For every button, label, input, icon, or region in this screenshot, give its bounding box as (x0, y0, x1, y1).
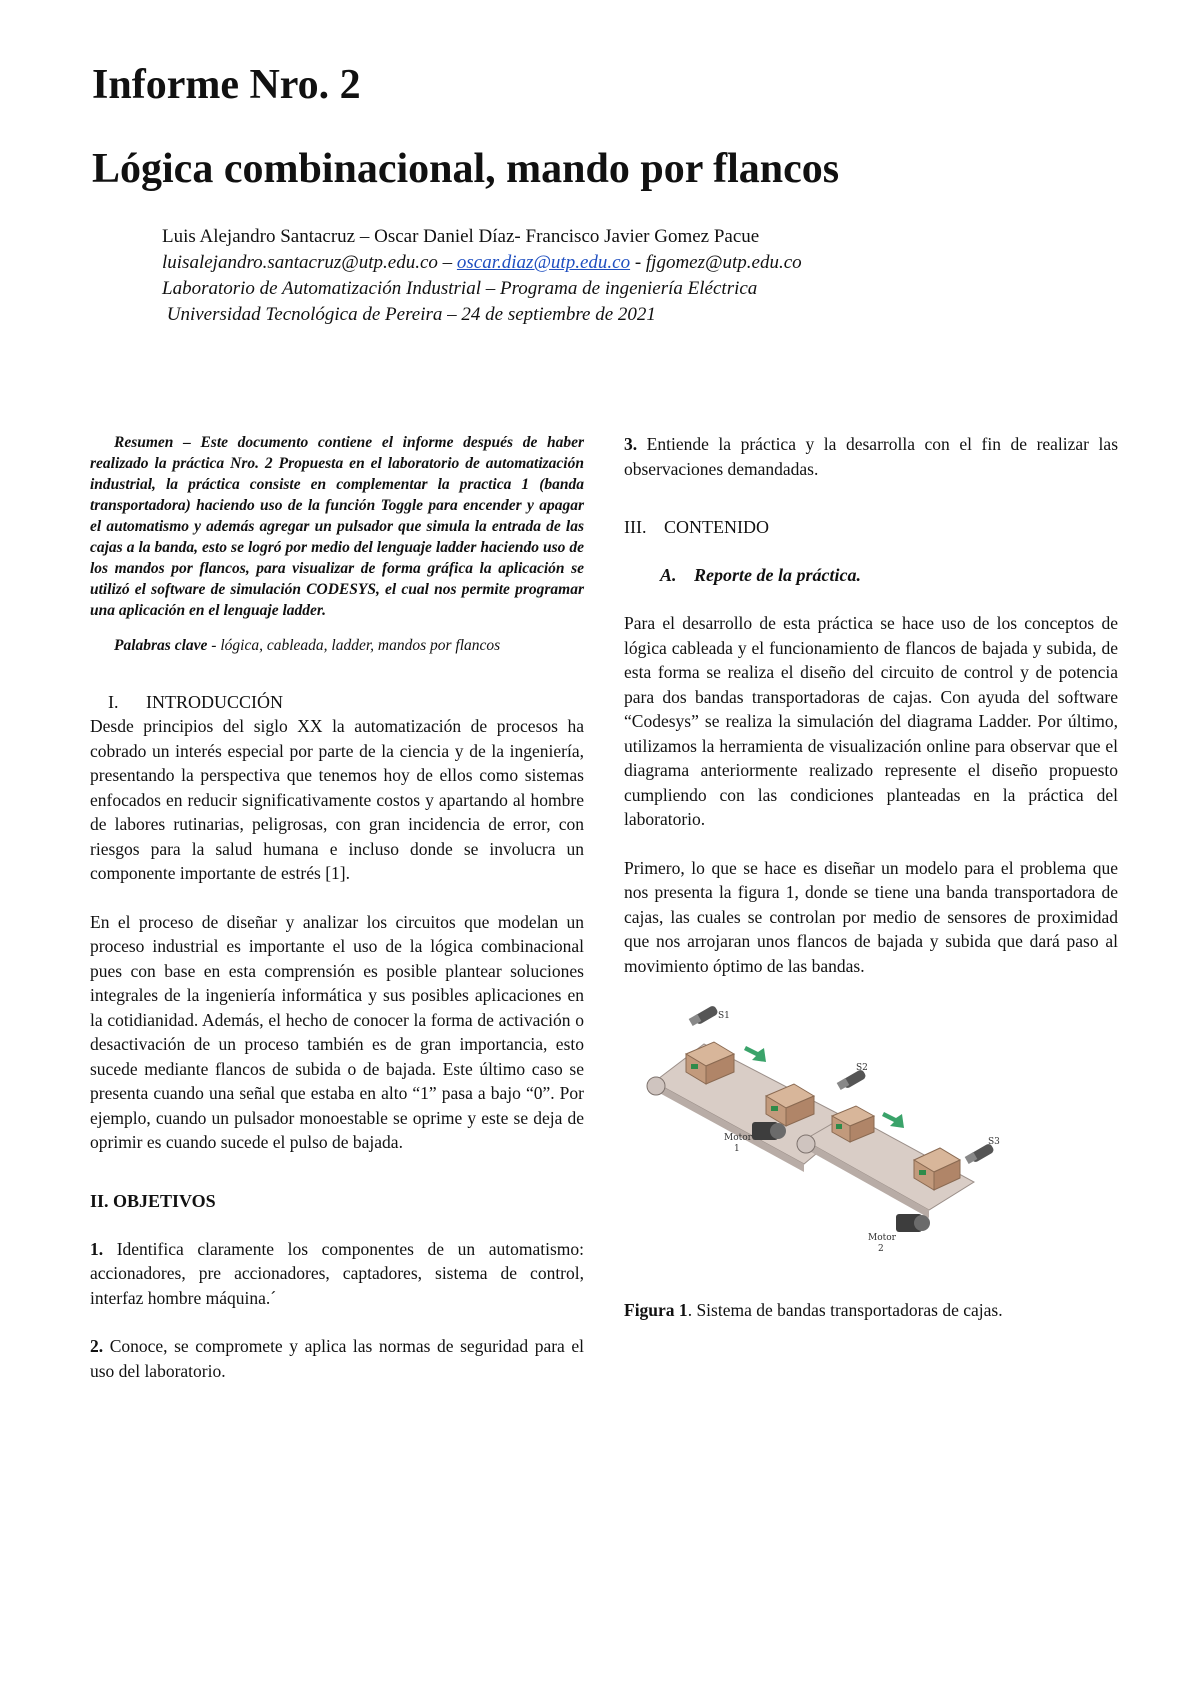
left-column (90, 432, 584, 1383)
report-subtitle: Lógica combinacional, mando por flancos (92, 146, 840, 192)
arrow-icon (744, 1046, 766, 1062)
objective-number: 3. (624, 434, 638, 454)
figure-caption-text: . Sistema de bandas transportadoras de cajas. (687, 1300, 1003, 1320)
sensor-s1-label: S1 (718, 1011, 730, 1021)
abstract: Resumen – Este documento contiene el informe después de haber realizado la práctica Nro. 2 Propuesta en el laboratorio de automatización industrial, la práctica consiste en complementar la practica 1 (banda transportadora) haciendo uso de la función Toggle para encender y apagar el automatismo y además agregar un pulsador que simula la entrada de las cajas a la banda, esto se logró por medio del lenguaje ladder haciendo uso de los mandos por flancos, para visualizar de forma gráfica la aplicación se utilizó el software de simulación CODESYS, el cual nos permite programar una aplicación en el lenguaje ladder. (90, 434, 584, 619)
objective-item (90, 1334, 584, 1383)
motor-1-number: 1 (734, 1144, 740, 1154)
objective-text: Identifica claramente los componentes de un automatismo: accionadores, pre accionadores, captadores, sistema de control, interfaz hombre máquina.´ (90, 1238, 584, 1308)
section-number: I. (108, 692, 119, 712)
email-separator: – (437, 252, 457, 273)
right-column (624, 432, 1118, 1323)
intro-paragraph-1: Desde principios del siglo XX la automatización de procesos ha cobrado un interés especial por parte de la ciencia y de la ingeniería, presentando la perspectiva que tenemos hoy de ellos como sistemas enfocados en reducir significativamente costos y apartando al hombre de labores rutinarias, peligrosas, con gran incidencia de error, con riesgos para la salud humana e incluso donde se involucra un componente importante de estrés [1]. (90, 716, 584, 883)
sensor-s1-icon (689, 1005, 719, 1026)
author-block (162, 224, 1162, 328)
intro-paragraph-2: En el proceso de diseñar y analizar los circuitos que modelan un proceso industrial es importante el uso de la lógica combinacional pues con base en esta comprensión es posible plantear soluciones integrales de la ingeniería informática y sus posibles aplicaciones en la cotidianidad. Además, el hecho de conocer la forma de activación o desactivación de un proceso también es de gran importancia, esto sucede mediante flancos de subida o de bajada. Este último caso se presenta cuando una señal que estaba en alto “1” pasa a bajo “0”. Por ejemplo, cuando un pulsador monoestable se oprime y este se deja de oprimir es cuando sucede el pulso de bajada. (90, 911, 584, 1152)
author-names: Luis Alejandro Santacruz – Oscar Daniel Díaz- Francisco Javier Gomez Pacue (162, 226, 760, 247)
section-title: CONTENIDO (664, 517, 769, 537)
figure-caption (624, 1298, 1118, 1323)
sensor-s2-label: S2 (856, 1063, 868, 1073)
motor-2-label: Motor (868, 1233, 896, 1243)
section-objectives-heading: II. OBJETIVOS (90, 1190, 216, 1211)
objective-text: Conoce, se compromete y aplica las normas de seguridad para el uso del laboratorio. (90, 1336, 584, 1381)
email-santacruz: luisalejandro.santacruz@utp.edu.co (162, 252, 438, 273)
content-paragraph-1: Para el desarrollo de esta práctica se hace uso de los conceptos de lógica cableada y el funcionamiento de flancos de bajada y subida, de esta forma se realiza el diseño del circuito de control y de potencia para dos bandas transportadoras de cajas. Con ayuda del software “Codesys” se realiza la simulación del diagrama Ladder. Por último, utilizamos la herramienta de visualización online para observar que el diagrama anteriormente realizado represente el diseño propuesto cumpliendo con las condiciones planteadas en la práctica del laboratorio. (624, 613, 1118, 829)
section-content-heading (624, 515, 1118, 539)
motor-2-icon (896, 1214, 930, 1232)
report-title: Informe Nro. 2 (92, 62, 361, 108)
conveyor-figure (634, 1004, 1024, 1276)
motor-1-icon (752, 1122, 786, 1140)
email-diaz-link[interactable]: oscar.diaz@utp.edu.co (456, 252, 631, 273)
email-separator: - (630, 252, 646, 273)
lab-affiliation: Laboratorio de Automatización Industrial – Programa de ingeniería Eléctrica (162, 278, 758, 299)
figure-caption-label: Figura 1 (624, 1300, 688, 1320)
objective-number: 2. (90, 1336, 104, 1356)
author-emails (162, 250, 1162, 276)
content-paragraph-2: Primero, lo que se hace es diseñar un modelo para el problema que nos presenta la figura 1, donde se tiene una banda transportadora de cajas, las cuales se controlan por medio de sensores de proximidad que nos arrojaran unos flancos de bajada y subida que dará paso al movimiento óptimo de las bandas. (624, 857, 1118, 976)
subsection-heading (624, 563, 1118, 587)
motor-1-label: Motor (724, 1133, 752, 1143)
objective-item (90, 1237, 584, 1311)
section-title: INTRODUCCIÓN (146, 692, 283, 712)
keywords (90, 635, 584, 656)
conveyor-illustration (634, 1004, 1024, 1276)
section-number: III. (624, 517, 647, 537)
roller-icon (647, 1077, 665, 1095)
objective-text: Entiende la práctica y la desarrolla con el fin de realizar las observaciones demandadas. (624, 434, 1118, 479)
section-intro-heading (90, 690, 584, 714)
subsection-title: Reporte de la práctica. (694, 565, 861, 585)
keywords-label: Palabras clave (114, 637, 208, 654)
keywords-text: - lógica, cableada, ladder, mandos por flancos (207, 637, 501, 654)
motor-2-number: 2 (878, 1244, 884, 1254)
objective-item (624, 432, 1118, 481)
email-gomez: fjgomez@utp.edu.co (645, 252, 802, 273)
arrow-icon (882, 1112, 904, 1128)
university-date: Universidad Tecnológica de Pereira – 24 de septiembre de 2021 (162, 304, 656, 325)
subsection-letter: A. (660, 565, 677, 585)
objective-number: 1. (90, 1238, 104, 1259)
roller-icon (797, 1135, 815, 1153)
sensor-s3-label: S3 (988, 1137, 1000, 1147)
